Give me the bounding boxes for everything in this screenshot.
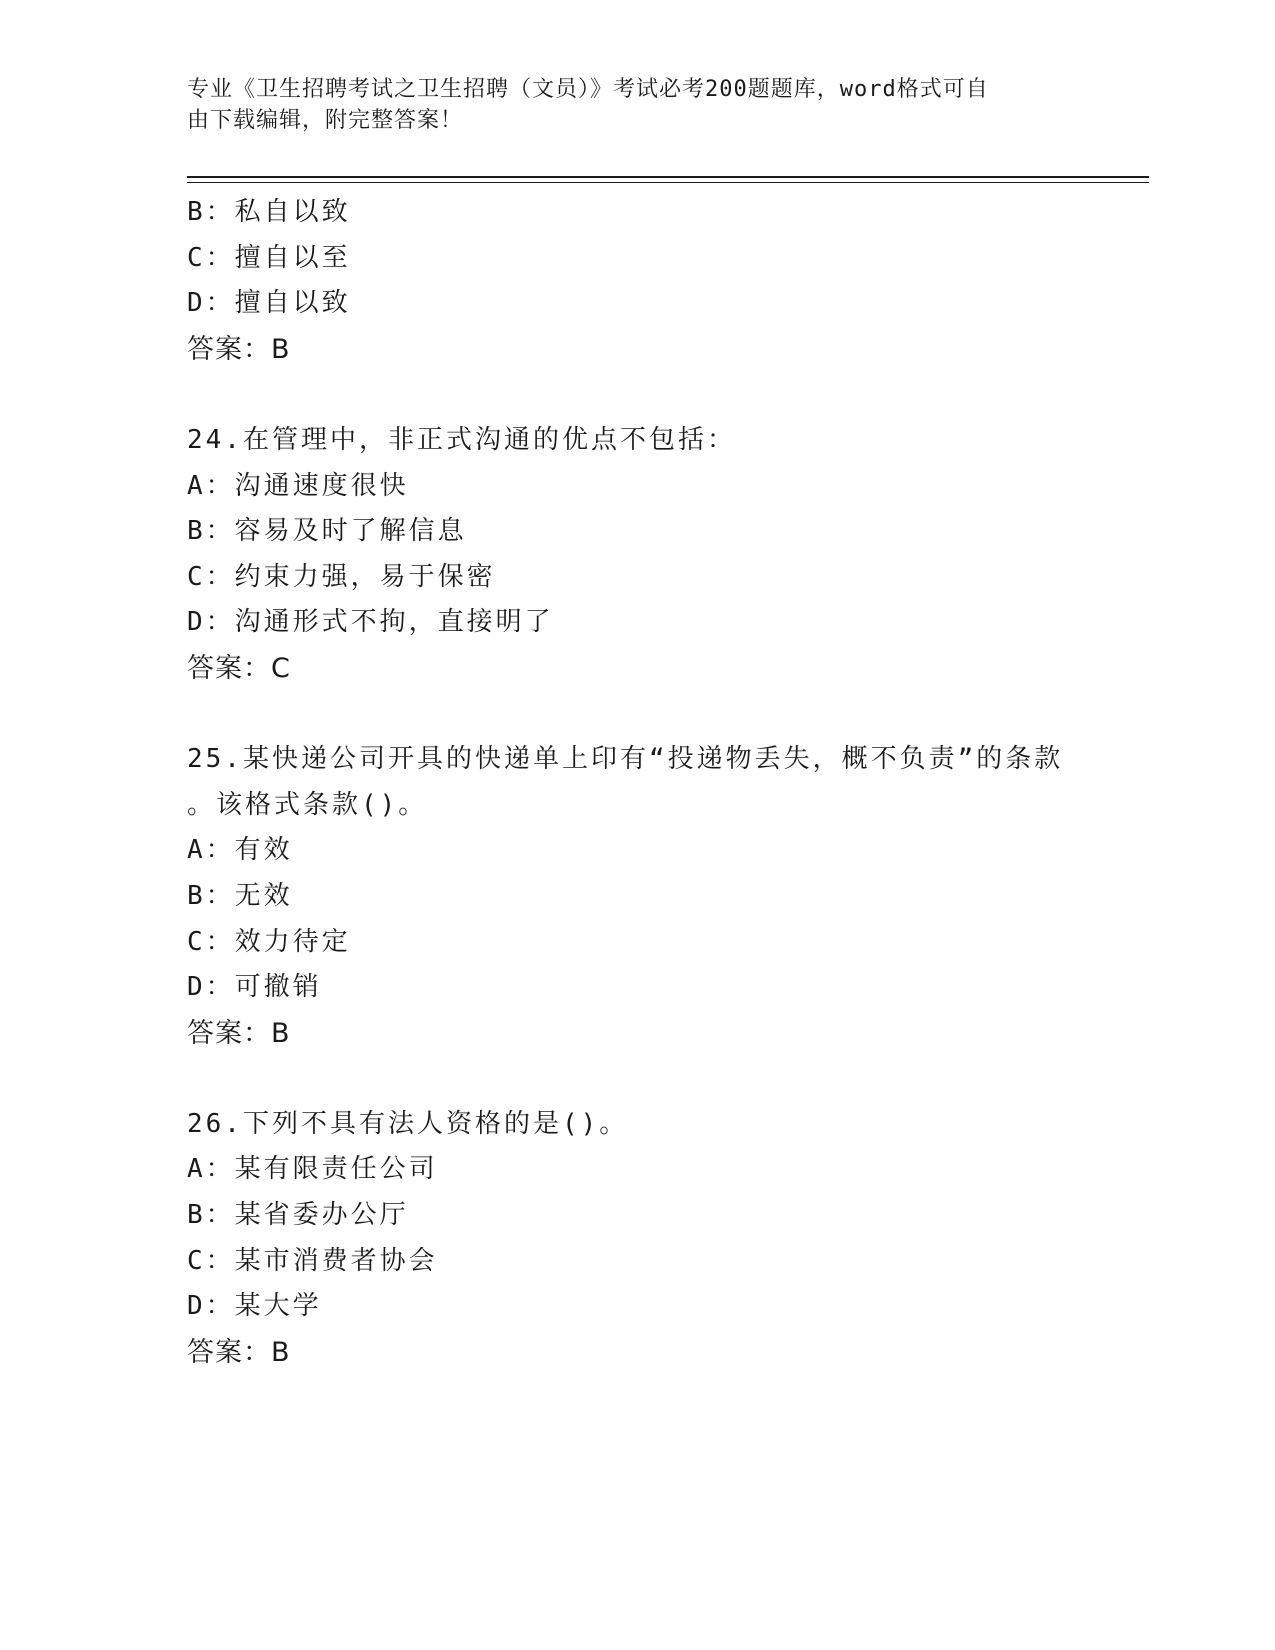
option-c: C：约束力强，易于保密 <box>187 561 496 592</box>
answer-line: 答案：B <box>187 333 291 365</box>
header-divider-thin <box>187 182 1149 183</box>
option-d: D：沟通形式不拘，直接明了 <box>187 607 554 638</box>
option-c: C：擅自以至 <box>187 242 351 273</box>
option-b: B：某省委办公厅 <box>187 1200 409 1231</box>
question-stem-line-1: 25.某快递公司开具的快递单上印有“投递物丢失，概不负责”的条款 <box>187 744 1064 775</box>
option-d: D：某大学 <box>187 1291 322 1322</box>
question-stem: 26.下列不具有法人资格的是()。 <box>187 1108 629 1139</box>
spacer <box>187 1056 1087 1102</box>
question-25 <box>187 737 1087 1056</box>
option-c: C：某市消费者协会 <box>187 1245 438 1276</box>
option-a: A：有效 <box>187 835 293 866</box>
header-divider-thick <box>187 176 1149 178</box>
header-title-line-1: 专业《卫生招聘考试之卫生招聘（文员）》考试必考200题题库，word格式可自 <box>187 77 989 102</box>
document-header <box>187 74 1067 136</box>
spacer <box>187 692 1087 738</box>
option-a: A：沟通速度很快 <box>187 470 409 501</box>
option-d: D：擅自以致 <box>187 288 351 319</box>
question-23-continued <box>187 190 1087 372</box>
option-a: A：某有限责任公司 <box>187 1154 438 1185</box>
answer-line: 答案：B <box>187 1017 291 1049</box>
option-c: C：效力待定 <box>187 926 351 957</box>
option-d: D：可撤销 <box>187 972 322 1003</box>
answer-line: 答案：C <box>187 652 291 684</box>
header-title-line-2: 由下载编辑，附完整答案！ <box>187 108 464 133</box>
question-26 <box>187 1102 1087 1376</box>
spacer <box>187 372 1087 418</box>
option-b: B：私自以致 <box>187 197 351 227</box>
question-stem: 24.在管理中，非正式沟通的优点不包括： <box>187 424 736 455</box>
option-b: B：无效 <box>187 880 293 911</box>
question-list <box>187 190 1087 1375</box>
question-24 <box>187 418 1087 692</box>
option-b: B：容易及时了解信息 <box>187 516 467 547</box>
answer-line: 答案：B <box>187 1336 291 1368</box>
question-stem-line-2: 。该格式条款()。 <box>187 789 428 820</box>
